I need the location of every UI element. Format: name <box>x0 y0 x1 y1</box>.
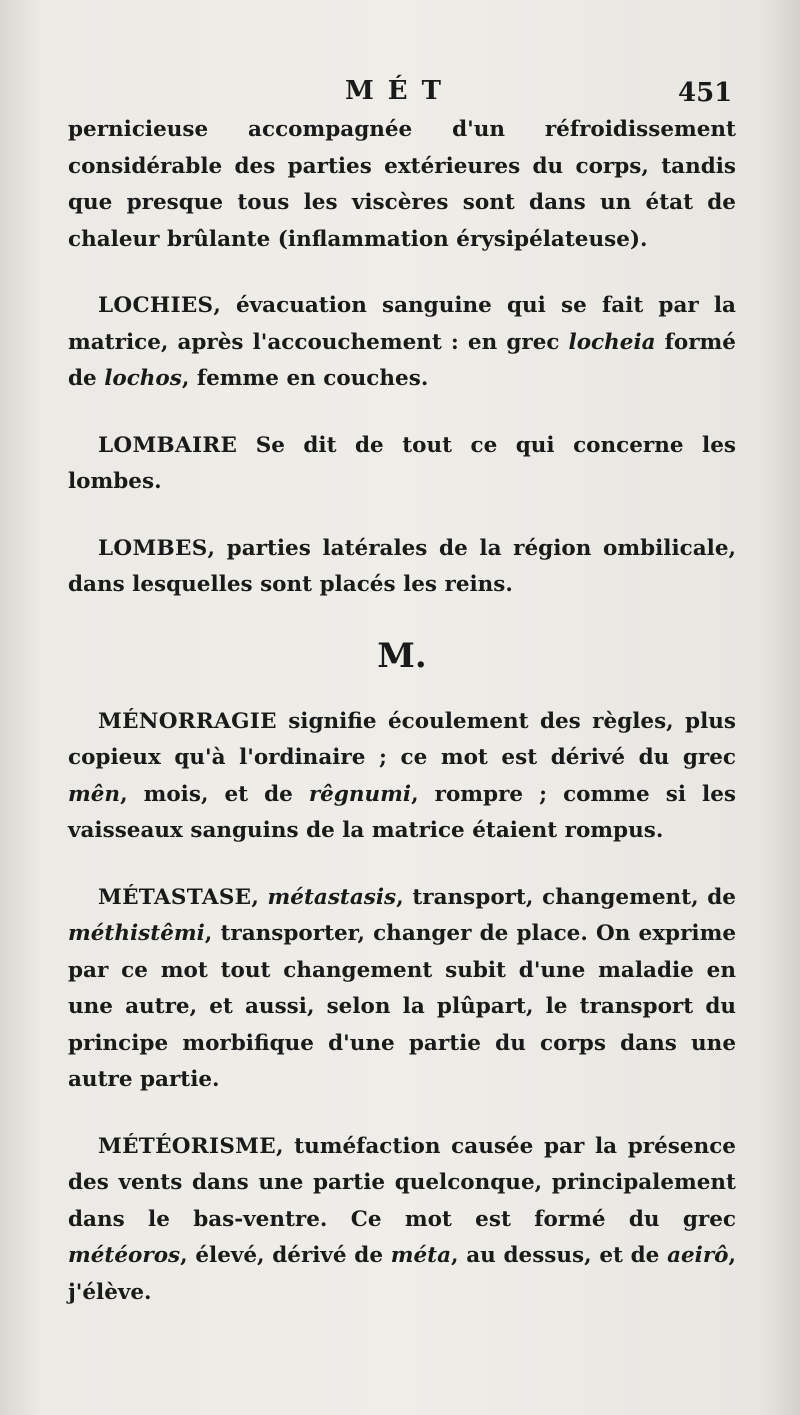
section-letter: M. <box>377 635 427 676</box>
entry-italic: rêgnumi <box>308 781 412 807</box>
entry-term: LOCHIES <box>98 293 214 318</box>
entry-text: , transport, changement, de <box>396 884 736 910</box>
entry-meteorisme <box>68 1129 736 1312</box>
entry-italic: méthistêmi <box>68 921 205 946</box>
entry-italic: lochos <box>104 366 182 391</box>
entry-text: , <box>251 884 268 910</box>
continuation-text: pernicieuse accompagnée d'un réfroidissement considérable des parties extérieures du corps, tandis que presque tous les viscères sont dans un état de chaleur brûlante (inflammation érysipélateuse). <box>68 117 736 252</box>
entry-term: MÉNORRAGIE <box>98 708 277 734</box>
entry-lombes <box>68 531 736 604</box>
entry-text: , femme en couches. <box>181 366 429 391</box>
entry-italic: locheia <box>568 329 656 355</box>
entry-text: , j'élève. <box>68 1243 737 1305</box>
entry-lochies <box>68 288 736 398</box>
entry-term: MÉTASTASE <box>98 884 252 910</box>
entry-term: LOMBAIRE <box>98 432 238 458</box>
entry-text: signifie écoulement des règles, plus copieux qu'à l'ordinaire ; ce mot est dérivé du grec <box>68 708 736 770</box>
entry-text: formé de <box>68 329 736 391</box>
continuation-paragraph <box>68 112 736 258</box>
entry-italic: méta <box>390 1243 452 1268</box>
page-body <box>68 112 736 1341</box>
entry-italic: météoros <box>68 1243 181 1268</box>
entry-text: , évacuation sanguine qui se fait par la matrice, après l'accouchement : en grec <box>68 293 736 355</box>
page-header <box>0 72 800 112</box>
entry-menorragie <box>68 704 736 850</box>
entry-text: , rompre ; comme si les vaisseaux sanguins de la matrice étaient rompus. <box>68 781 736 843</box>
entry-term: LOMBES <box>98 535 208 561</box>
entry-text: , parties latérales de la région ombilicale, dans lesquelles sont placés les reins. <box>68 535 736 597</box>
entry-text: , transporter, changer de place. On exprime par ce mot tout changement subit d'une maladie en une autre, et aussi, selon la plûpart, le transport du principe morbifique d'une partie du corps dans une autre partie. <box>68 921 736 1092</box>
entry-metastase <box>68 880 736 1099</box>
entry-italic: aeirô <box>667 1243 729 1268</box>
entry-term: MÉTÉORISME <box>98 1133 276 1159</box>
entry-italic: mên <box>68 781 121 807</box>
running-head: MÉT <box>345 76 455 106</box>
entry-text: , tuméfaction causée par la présence des vents dans une partie quelconque, principalement dans le bas-ventre. Ce mot est formé du grec <box>68 1133 736 1232</box>
page-number: 451 <box>678 78 733 108</box>
entry-text: , au dessus, et de <box>451 1243 668 1268</box>
entry-text: , mois, et de <box>120 781 309 807</box>
entry-lombaire <box>68 428 736 501</box>
entry-italic: métastasis <box>267 884 397 910</box>
entry-text: Se dit de tout ce qui concerne les lombes. <box>68 432 736 494</box>
entry-text: , élevé, dérivé de <box>180 1243 391 1268</box>
